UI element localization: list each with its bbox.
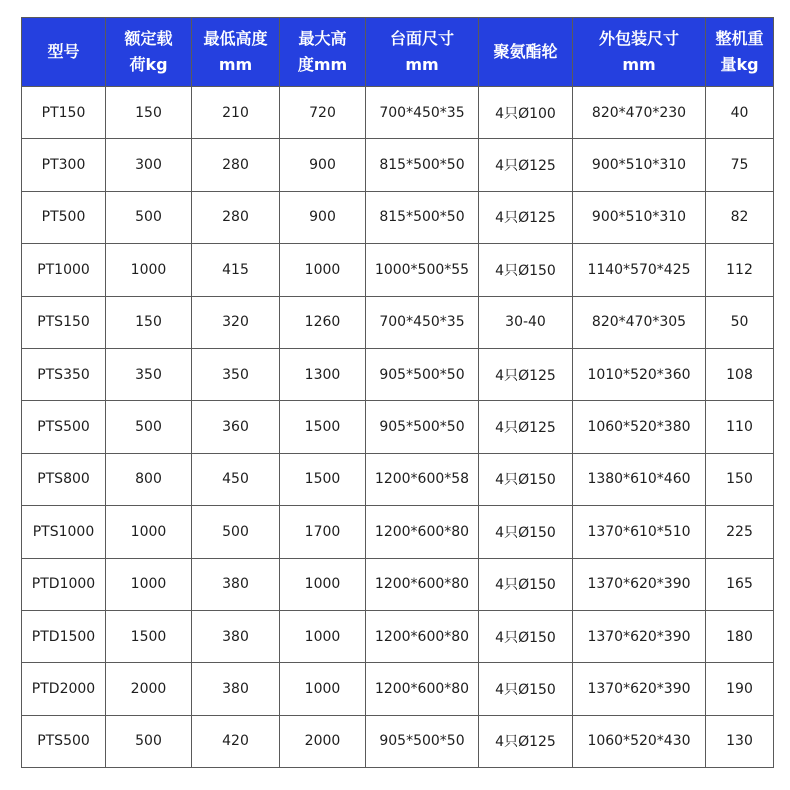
spec-table-container <box>21 17 774 768</box>
cell-model: PTS500 <box>22 401 106 453</box>
cell-min-height: 350 <box>192 348 280 400</box>
header-pu-wheels-line: 聚氨酯轮 <box>493 42 558 61</box>
cell-rated-load: 300 <box>106 139 192 191</box>
cell-pu-wheels: 30-40 <box>479 296 573 348</box>
cell-package-size: 900*510*310 <box>573 139 706 191</box>
cell-rated-load: 1000 <box>106 558 192 610</box>
cell-platform-size: 1200*600*80 <box>366 610 479 662</box>
cell-rated-load: 150 <box>106 296 192 348</box>
cell-weight: 180 <box>706 610 774 662</box>
table-row <box>22 191 774 243</box>
cell-model: PT150 <box>22 87 106 139</box>
header-platform-size <box>366 18 479 87</box>
cell-rated-load: 1500 <box>106 610 192 662</box>
cell-rated-load: 150 <box>106 87 192 139</box>
header-model <box>22 18 106 87</box>
cell-model: PTS500 <box>22 715 106 767</box>
cell-model: PTD1500 <box>22 610 106 662</box>
cell-rated-load: 500 <box>106 715 192 767</box>
header-package-size <box>573 18 706 87</box>
cell-pu-wheels: 4只Ø125 <box>479 348 573 400</box>
cell-min-height: 420 <box>192 715 280 767</box>
cell-package-size: 1370*610*510 <box>573 506 706 558</box>
cell-pu-wheels: 4只Ø150 <box>479 610 573 662</box>
cell-weight: 75 <box>706 139 774 191</box>
table-row <box>22 87 774 139</box>
cell-weight: 108 <box>706 348 774 400</box>
cell-max-height: 900 <box>280 191 366 243</box>
cell-min-height: 380 <box>192 558 280 610</box>
cell-max-height: 1000 <box>280 558 366 610</box>
table-row <box>22 348 774 400</box>
table-row <box>22 506 774 558</box>
header-weight-line: 量kg <box>720 55 759 74</box>
header-max-height <box>280 18 366 87</box>
header-weight <box>706 18 774 87</box>
cell-pu-wheels: 4只Ø125 <box>479 191 573 243</box>
header-min-height-line: 最低高度 <box>203 29 268 48</box>
cell-package-size: 1370*620*390 <box>573 663 706 715</box>
table-body <box>22 87 774 768</box>
cell-weight: 82 <box>706 191 774 243</box>
header-weight-line: 整机重 <box>715 29 764 48</box>
cell-pu-wheels: 4只Ø100 <box>479 87 573 139</box>
cell-model: PTS350 <box>22 348 106 400</box>
cell-model: PT300 <box>22 139 106 191</box>
cell-package-size: 1060*520*430 <box>573 715 706 767</box>
cell-platform-size: 815*500*50 <box>366 139 479 191</box>
cell-weight: 50 <box>706 296 774 348</box>
cell-platform-size: 815*500*50 <box>366 191 479 243</box>
table-row <box>22 715 774 767</box>
cell-pu-wheels: 4只Ø150 <box>479 506 573 558</box>
cell-max-height: 1500 <box>280 453 366 505</box>
cell-platform-size: 1200*600*58 <box>366 453 479 505</box>
cell-min-height: 415 <box>192 244 280 296</box>
cell-rated-load: 1000 <box>106 506 192 558</box>
cell-max-height: 1000 <box>280 244 366 296</box>
cell-model: PT500 <box>22 191 106 243</box>
cell-package-size: 1370*620*390 <box>573 558 706 610</box>
header-model-line: 型号 <box>47 42 80 61</box>
cell-pu-wheels: 4只Ø150 <box>479 558 573 610</box>
cell-model: PTS150 <box>22 296 106 348</box>
cell-model: PTD2000 <box>22 663 106 715</box>
table-row <box>22 453 774 505</box>
cell-pu-wheels: 4只Ø150 <box>479 244 573 296</box>
cell-weight: 150 <box>706 453 774 505</box>
table-row <box>22 244 774 296</box>
cell-package-size: 820*470*230 <box>573 87 706 139</box>
cell-min-height: 280 <box>192 139 280 191</box>
table-row <box>22 401 774 453</box>
header-platform-size-line: 台面尺寸 <box>389 29 454 48</box>
cell-max-height: 1260 <box>280 296 366 348</box>
cell-platform-size: 1200*600*80 <box>366 663 479 715</box>
cell-min-height: 380 <box>192 610 280 662</box>
header-rated-load-line: 荷kg <box>129 55 168 74</box>
cell-model: PTD1000 <box>22 558 106 610</box>
table-row <box>22 663 774 715</box>
cell-rated-load: 1000 <box>106 244 192 296</box>
header-row <box>22 18 774 87</box>
header-rated-load-line: 额定载 <box>124 29 173 48</box>
cell-pu-wheels: 4只Ø125 <box>479 401 573 453</box>
cell-max-height: 1500 <box>280 401 366 453</box>
header-platform-size-line: mm <box>405 55 439 74</box>
cell-package-size: 1060*520*380 <box>573 401 706 453</box>
header-max-height-line: 最大高 <box>298 29 347 48</box>
cell-platform-size: 700*450*35 <box>366 87 479 139</box>
cell-max-height: 720 <box>280 87 366 139</box>
cell-package-size: 900*510*310 <box>573 191 706 243</box>
cell-weight: 165 <box>706 558 774 610</box>
cell-platform-size: 700*450*35 <box>366 296 479 348</box>
cell-platform-size: 905*500*50 <box>366 715 479 767</box>
cell-rated-load: 500 <box>106 191 192 243</box>
cell-weight: 130 <box>706 715 774 767</box>
cell-min-height: 380 <box>192 663 280 715</box>
cell-platform-size: 1200*600*80 <box>366 558 479 610</box>
cell-pu-wheels: 4只Ø125 <box>479 715 573 767</box>
cell-max-height: 1000 <box>280 663 366 715</box>
header-package-size-line: mm <box>622 55 656 74</box>
cell-platform-size: 905*500*50 <box>366 401 479 453</box>
cell-weight: 225 <box>706 506 774 558</box>
header-max-height-line: 度mm <box>297 55 348 74</box>
table-header <box>22 18 774 87</box>
cell-rated-load: 500 <box>106 401 192 453</box>
cell-model: PTS800 <box>22 453 106 505</box>
cell-pu-wheels: 4只Ø150 <box>479 663 573 715</box>
header-pu-wheels <box>479 18 573 87</box>
cell-max-height: 900 <box>280 139 366 191</box>
cell-model: PT1000 <box>22 244 106 296</box>
cell-weight: 112 <box>706 244 774 296</box>
header-min-height <box>192 18 280 87</box>
cell-package-size: 1010*520*360 <box>573 348 706 400</box>
cell-min-height: 360 <box>192 401 280 453</box>
cell-max-height: 2000 <box>280 715 366 767</box>
cell-package-size: 1380*610*460 <box>573 453 706 505</box>
cell-min-height: 500 <box>192 506 280 558</box>
cell-rated-load: 800 <box>106 453 192 505</box>
table-row <box>22 296 774 348</box>
cell-rated-load: 350 <box>106 348 192 400</box>
header-min-height-line: mm <box>218 55 253 74</box>
cell-platform-size: 1200*600*80 <box>366 506 479 558</box>
cell-max-height: 1300 <box>280 348 366 400</box>
cell-max-height: 1000 <box>280 610 366 662</box>
table-row <box>22 558 774 610</box>
cell-min-height: 210 <box>192 87 280 139</box>
table-row <box>22 610 774 662</box>
cell-max-height: 1700 <box>280 506 366 558</box>
cell-platform-size: 905*500*50 <box>366 348 479 400</box>
spec-table <box>21 17 774 768</box>
cell-pu-wheels: 4只Ø125 <box>479 139 573 191</box>
cell-min-height: 280 <box>192 191 280 243</box>
cell-weight: 190 <box>706 663 774 715</box>
cell-weight: 40 <box>706 87 774 139</box>
cell-min-height: 450 <box>192 453 280 505</box>
cell-package-size: 820*470*305 <box>573 296 706 348</box>
table-row <box>22 139 774 191</box>
cell-platform-size: 1000*500*55 <box>366 244 479 296</box>
header-package-size-line: 外包装尺寸 <box>598 29 679 48</box>
cell-pu-wheels: 4只Ø150 <box>479 453 573 505</box>
cell-package-size: 1370*620*390 <box>573 610 706 662</box>
cell-rated-load: 2000 <box>106 663 192 715</box>
cell-model: PTS1000 <box>22 506 106 558</box>
header-rated-load <box>106 18 192 87</box>
cell-min-height: 320 <box>192 296 280 348</box>
cell-weight: 110 <box>706 401 774 453</box>
cell-package-size: 1140*570*425 <box>573 244 706 296</box>
